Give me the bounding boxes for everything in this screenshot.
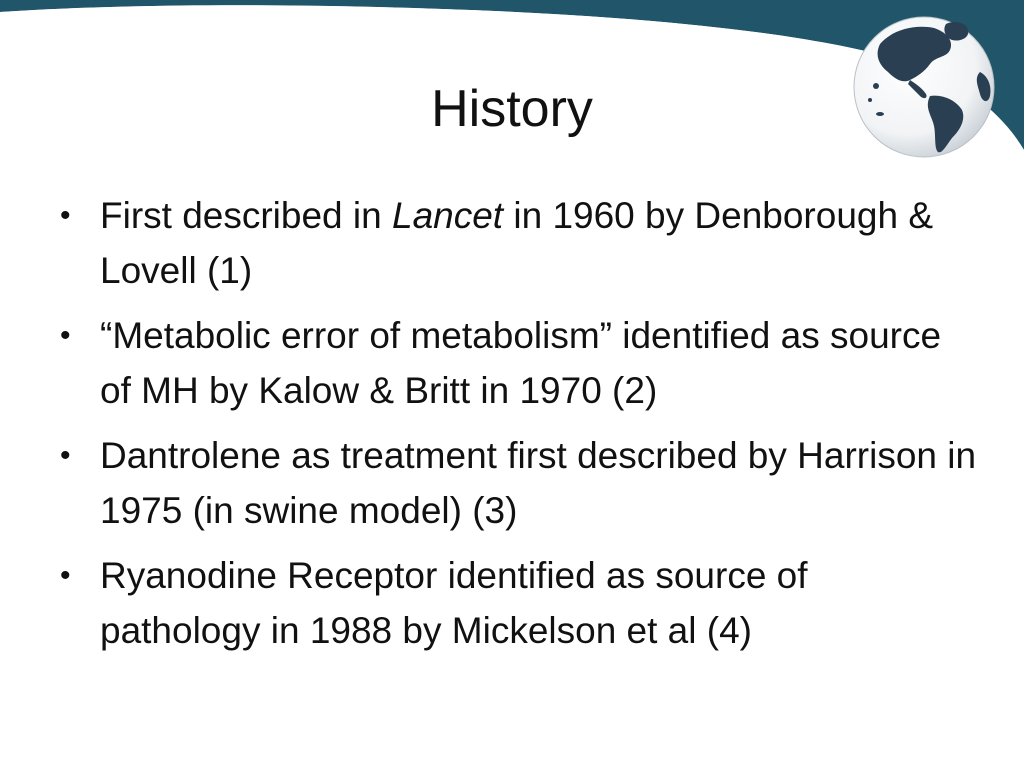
bullet-item (58, 428, 978, 538)
bullet-text-after: in 1960 by Denborough & Lovell (1) (100, 195, 934, 291)
bullet-text: Dantrolene as treatment first described by Harrison in 1975 (in swine model) (3) (100, 435, 977, 531)
bullet-glyph: • (60, 559, 71, 592)
bullet-text-emphasis: Lancet (392, 195, 504, 236)
bullet-text: “Metabolic error of metabolism” identified as source of MH by Kalow & Britt in 1970 (2) (100, 315, 942, 411)
slide-title: History (431, 80, 593, 138)
bullet-glyph: • (60, 319, 71, 352)
bullet-list (58, 188, 978, 668)
bullet-item (58, 188, 978, 298)
bullet-text-before: First described in (100, 195, 392, 236)
bullet-glyph: • (60, 199, 71, 232)
bullet-item (58, 548, 978, 658)
bullet-text: Ryanodine Receptor identified as source of pathology in 1988 by Mickelson et al (4) (100, 555, 808, 651)
bullet-glyph: • (60, 439, 71, 472)
bullet-item (58, 308, 978, 418)
